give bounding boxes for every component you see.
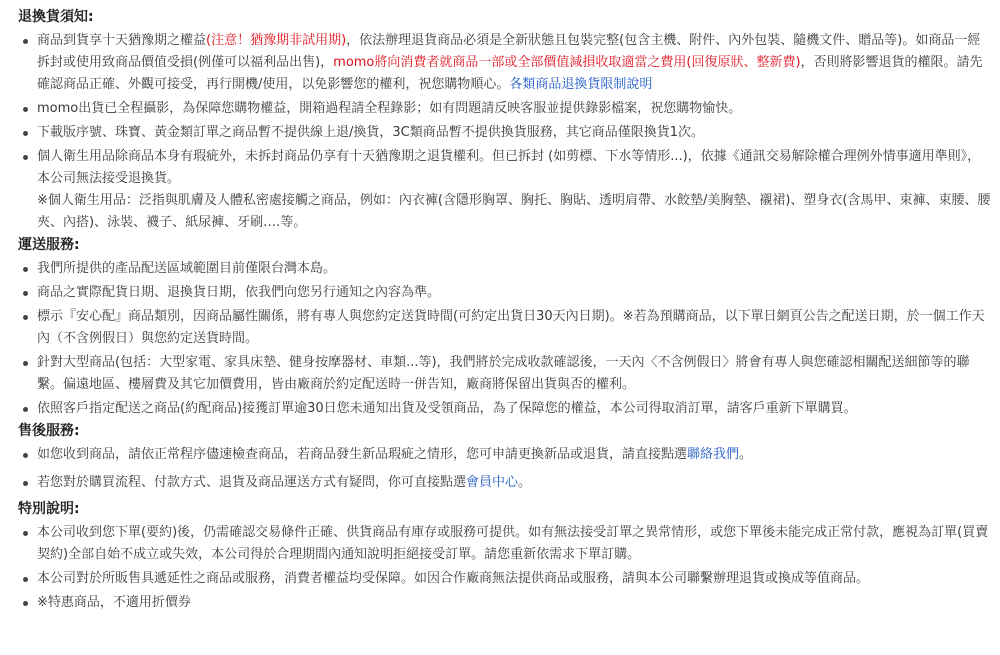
list-item: 標示『安心配』商品類別，因商品屬性關係，將有專人與您約定送貨時間(可約定出貨日30天內日期)。※若為預購商品，以下單日網頁公告之配送日期，於一個工作天內（不含例假日）與您約定送貨時間。 [18,306,992,350]
special-list [18,522,992,614]
contact-us-link[interactable]: 聯絡我們 [687,447,740,462]
list-item: 依照客戶指定配送之商品(約配商品)接獲訂單逾30日您未通知出貨及受領商品，為了保障您的權益，本公司得取消訂單，請客戶重新下單購買。 [18,398,992,420]
list-item: 下載版序號、珠寶、黃金類訂單之商品暫不提供線上退/換貨，3C類商品暫不提供換貨服務，其它商品僅限換貨1次。 [18,122,992,144]
hygiene-note: ※個人衛生用品：泛指與肌膚及人體私密處接觸之商品，例如：內衣褲(含隱形胸罩、胸托、胸貼、透明肩帶、水餃墊/美胸墊、襯裙)、塑身衣(含馬甲、束褲、束腰、腰夾、內搭)、泳裝、襪子、紙尿褲、牙刷….等。 [37,193,991,230]
list-item: ※特惠商品，不適用折價券 [18,592,992,614]
list-item: 針對大型商品(包括：大型家電、家具床墊、健身按摩器材、車類...等)，我們將於完成收款確認後，一天內〈不含例假日〉將會有專人與您確認相關配送細節等的聯繫。偏遠地區、樓層費及其它加價費用，皆由廠商於約定配送時一併告知，廠商將保留出貨與否的權利。 [18,352,992,396]
list-item: 本公司對於所販售具遞延性之商品或服務，消費者權益均受保障。如因合作廠商無法提供商品或服務，請與本公司聯繫辦理退貨或換成等值商品。 [18,568,992,590]
list-item: 本公司收到您下單(要約)後，仍需確認交易條件正確、供貨商品有庫存或服務可提供。如有無法接受訂單之異常情形，或您下單後未能完成正常付款，應視為訂單(買賣契約)全部自始不成立或失效，本公司得於合理期間內通知說明拒絕接受訂單。請您重新依需求下單訂購。 [18,522,992,566]
warning-text: (注意！猶豫期非試用期) [206,33,347,48]
list-item: 我們所提供的產品配送區域範圍目前僅限台灣本島。 [18,258,992,280]
list-item: 如您收到商品，請依正常程序儘速檢查商品，若商品發生新品瑕疵之情形，您可申請更換新品或退貨，請直接點選聯絡我們。 [18,444,992,466]
list-item: momo出貨已全程攝影，為保障您購物權益，開箱過程請全程錄影；如有問題請反映客服並提供錄影檔案，祝您購物愉快。 [18,98,992,120]
shipping-list [18,258,992,420]
special-title: 特別說明: [18,501,80,517]
returns-list [18,30,992,234]
list-item: 商品到貨享十天猶豫期之權益(注意！猶豫期非試用期)，依法辦理退貨商品必須是全新狀態且包裝完整(包含主機、附件、內外包裝、隨機文件、贈品等)。如商品一經拆封或使用致商品價值受損(例僅可以福利品出售)，momo將向消費者就商品一部或全部價值減損收取適當之費用(回復原狀、整新費)，否則將影響退貨的權限。請先確認商品正確、外觀可接受，再行開機/使用，以免影響您的權利，祝您購物順心。各類商品退換貨限制說明 [18,30,992,96]
aftersales-list [18,444,992,494]
return-restrictions-link[interactable]: 各類商品退換貨限制說明 [509,77,653,92]
list-item: 個人衛生用品除商品本身有瑕疵外，未拆封商品仍享有十天猶豫期之退貨權利。但已拆封 (如剪標、下水等情形...)，依據《通訊交易解除權合理例外情事適用準則》，本公司無法接受退換貨。 ※個人衛生用品：泛指與肌膚及人體私密處接觸之商品，例如：內衣褲(含隱形胸罩、胸托、胸貼、透明肩帶、水餃墊/美胸墊、襯裙)、塑身衣(含馬甲、束褲、束腰、腰夾、內搭)、泳裝、襪子、紙尿褲、牙刷….等。 [18,146,992,234]
returns-title: 退換貨須知: [18,9,94,25]
list-item: 若您對於購買流程、付款方式、退貨及商品運送方式有疑問，你可直接點選會員中心。 [18,472,992,494]
shipping-title: 運送服務: [18,237,80,253]
list-item: 商品之實際配貨日期、退換貨日期，依我們向您另行通知之內容為準。 [18,282,992,304]
fee-warning-text: momo將向消費者就商品一部或全部價值減損收取適當之費用(回復原狀、整新費) [333,55,801,70]
aftersales-title: 售後服務: [18,423,80,439]
member-center-link[interactable]: 會員中心 [466,475,519,490]
